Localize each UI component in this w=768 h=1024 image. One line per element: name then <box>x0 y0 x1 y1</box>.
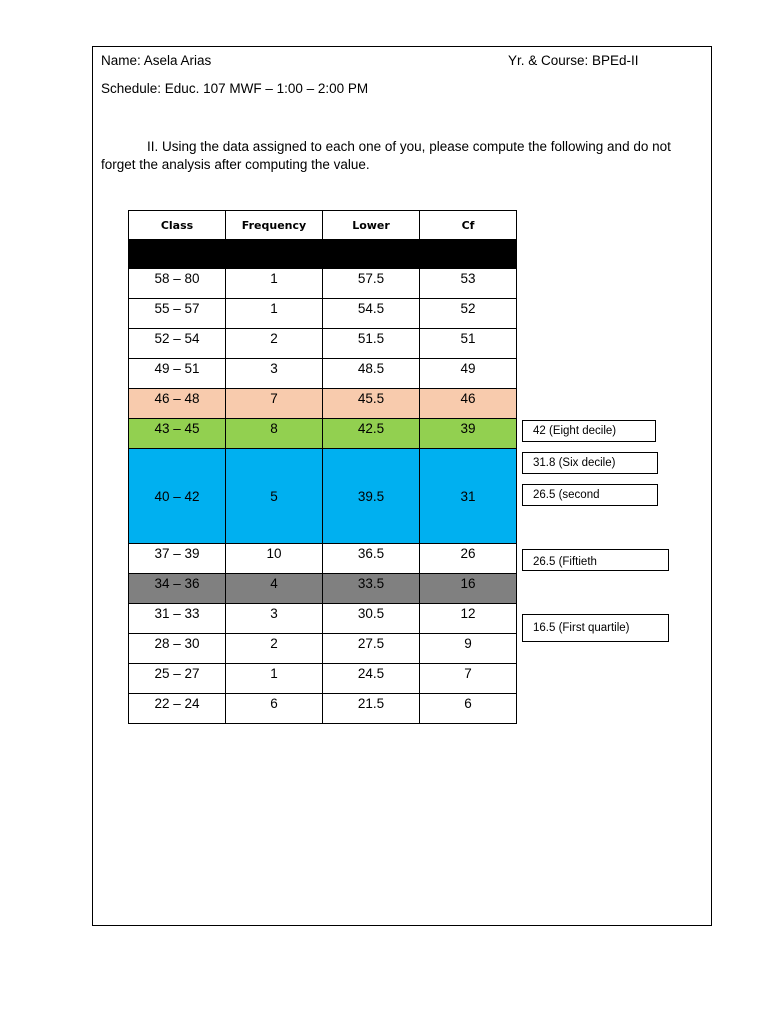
cell-lower: 39.5 <box>323 449 420 544</box>
cell-frequency: 8 <box>226 419 323 449</box>
student-name: Name: Asela Arias <box>101 53 212 68</box>
table-row <box>129 389 517 419</box>
cell-class: 40 – 42 <box>129 449 226 544</box>
column-header-class: Class <box>129 211 226 240</box>
cell-cf: 12 <box>420 604 517 634</box>
table-row <box>129 419 517 449</box>
cell-class: 52 – 54 <box>129 329 226 359</box>
note-sixth-decile: 31.8 (Six decile) <box>522 452 658 474</box>
note-first-quartile: 16.5 (First quartile) <box>522 614 669 642</box>
instructions-paragraph <box>101 138 701 174</box>
cell-lower: 30.5 <box>323 604 420 634</box>
table-row <box>129 604 517 634</box>
cell-cf: 31 <box>420 449 517 544</box>
cell-cf: 16 <box>420 574 517 604</box>
cell-lower: 33.5 <box>323 574 420 604</box>
cell-class: 49 – 51 <box>129 359 226 389</box>
cell-frequency: 6 <box>226 694 323 724</box>
cell-lower: 42.5 <box>323 419 420 449</box>
cell-cf: 49 <box>420 359 517 389</box>
cell-cf: 7 <box>420 664 517 694</box>
cell-lower: 54.5 <box>323 299 420 329</box>
schedule: Schedule: Educ. 107 MWF – 1:00 – 2:00 PM <box>101 81 369 96</box>
column-header-cf: Cf <box>420 211 517 240</box>
cell-cf: 39 <box>420 419 517 449</box>
year-course: Yr. & Course: BPEd-II <box>508 53 639 68</box>
cell-lower: 36.5 <box>323 544 420 574</box>
cell-class: 55 – 57 <box>129 299 226 329</box>
table-row <box>129 299 517 329</box>
column-header-frequency: Frequency <box>226 211 323 240</box>
instructions-text: II. Using the data assigned to each one of you, please compute the following and do not forget the analysis after computing the value. <box>101 139 671 172</box>
cell-frequency: 2 <box>226 329 323 359</box>
cell-cf: 46 <box>420 389 517 419</box>
note-eighth-decile: 42 (Eight decile) <box>522 420 656 442</box>
cell-cf: 51 <box>420 329 517 359</box>
table-row <box>129 269 517 299</box>
cell-lower: 48.5 <box>323 359 420 389</box>
cell-cf: 9 <box>420 634 517 664</box>
cell-frequency: 4 <box>226 574 323 604</box>
table-row <box>129 329 517 359</box>
cell-lower: 51.5 <box>323 329 420 359</box>
cell-cf: 6 <box>420 694 517 724</box>
cell-class: 25 – 27 <box>129 664 226 694</box>
column-header-lower: Lower <box>323 211 420 240</box>
table-row <box>129 359 517 389</box>
table-row <box>129 574 517 604</box>
cell-lower: 45.5 <box>323 389 420 419</box>
document-page <box>92 46 712 926</box>
table-header-row <box>129 211 517 240</box>
cell-frequency: 5 <box>226 449 323 544</box>
cell-lower: 24.5 <box>323 664 420 694</box>
cell-class: 46 – 48 <box>129 389 226 419</box>
cell-lower: 27.5 <box>323 634 420 664</box>
table-row <box>129 694 517 724</box>
black-band-row <box>129 240 517 269</box>
cell-frequency: 3 <box>226 604 323 634</box>
cell-class: 43 – 45 <box>129 419 226 449</box>
note-second: 26.5 (second <box>522 484 658 506</box>
note-fiftieth: 26.5 (Fiftieth <box>522 549 669 571</box>
cell-frequency: 1 <box>226 269 323 299</box>
cell-lower: 21.5 <box>323 694 420 724</box>
cell-frequency: 7 <box>226 389 323 419</box>
cell-cf: 53 <box>420 269 517 299</box>
table-row <box>129 449 517 544</box>
cell-cf: 52 <box>420 299 517 329</box>
cell-class: 31 – 33 <box>129 604 226 634</box>
cell-class: 22 – 24 <box>129 694 226 724</box>
cell-frequency: 10 <box>226 544 323 574</box>
cell-class: 37 – 39 <box>129 544 226 574</box>
cell-frequency: 2 <box>226 634 323 664</box>
cell-frequency: 1 <box>226 664 323 694</box>
cell-frequency: 1 <box>226 299 323 329</box>
cell-frequency: 3 <box>226 359 323 389</box>
cell-cf: 26 <box>420 544 517 574</box>
frequency-table <box>128 210 517 724</box>
table-row <box>129 544 517 574</box>
cell-class: 34 – 36 <box>129 574 226 604</box>
table-row <box>129 634 517 664</box>
cell-class: 28 – 30 <box>129 634 226 664</box>
cell-class: 58 – 80 <box>129 269 226 299</box>
cell-lower: 57.5 <box>323 269 420 299</box>
table-row <box>129 664 517 694</box>
